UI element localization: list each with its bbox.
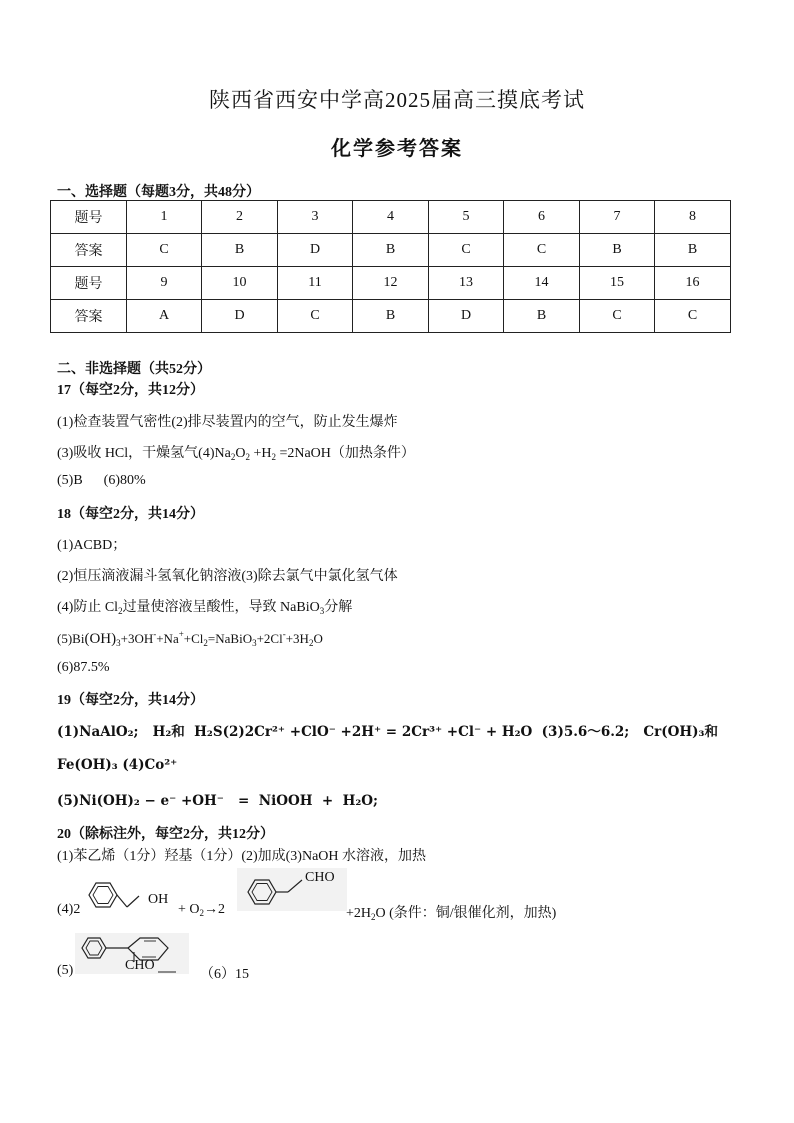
table-row [51,234,731,267]
q20-heading: 20（除标注外，每空2分，共12分） [57,827,274,842]
q18-line1: (1)ACBD； [57,538,127,553]
q19-heading: 19（每空2分，共14分） [57,693,204,708]
q18-l3c: 分解 [324,600,353,615]
table-cell: 8 [655,201,731,234]
sub: 2 [308,638,314,648]
section2-heading: 二、非选择题（共52分） [57,362,211,377]
q18-l4c: +3OH [120,631,154,646]
q18-l4h: +3H [285,631,309,646]
document-subtitle: 化学参考答案 [331,138,463,160]
table-cell: 11 [278,267,353,300]
sub: 2 [118,606,123,616]
q18-l4a: (5)Bi [57,631,85,646]
table-cell: 16 [655,267,731,300]
q18-l3a: (4)防止 Cl [57,600,119,615]
q17-l2c: +H [249,446,272,461]
q20-line1: (1)苯乙烯（1分）羟基（1分）(2)加成(3)NaOH 水溶液，加热 [57,849,427,864]
table-cell: 10 [202,267,278,300]
table-cell: 7 [580,201,655,234]
sub: 3 [319,606,325,616]
q20-l2-mid: + O [178,902,200,917]
table-cell: B [353,300,429,333]
q20-l2-reagent [178,902,225,918]
table-cell: C [580,300,655,333]
q18-l4d: +Na [156,631,179,646]
sub: 2 [230,452,236,462]
benzyl-alcohol-structure [79,874,151,918]
table-cell: C [278,300,353,333]
q18-line3 [57,596,352,616]
row-header-cell: 题号 [51,267,127,300]
table-cell: D [202,300,278,333]
table-cell: C [655,300,731,333]
table-row [51,300,731,333]
q18-l4b: (OH) [84,631,117,647]
sub: 2 [371,912,376,922]
table-cell: 1 [127,201,202,234]
table-row [51,201,731,234]
table-cell: 5 [429,201,504,234]
sup: + [178,629,184,639]
q17-l2a: (3)吸收 HCl，干燥氢气(4)Na [57,446,231,461]
q19-line3: (5)Ni(OH)₂ − e⁻ +OH⁻ = NiOOH + H₂O; [57,793,378,809]
q20-l2-cho: CHO [305,870,335,885]
q18-line2: (2)恒压滴液漏斗氢氧化钠溶液(3)除去氯气中氯化氢气体 [57,569,398,584]
answer-table [50,200,731,333]
q17-line1: (1)检查装置气密性(2)排尽装置内的空气，防止发生爆炸 [57,415,398,430]
table-cell: 13 [429,267,504,300]
q20-l3-pre: (5) [57,963,74,978]
table-cell: 15 [580,267,655,300]
sub: 3 [252,638,257,648]
row-header-cell: 答案 [51,234,127,267]
row-header-cell: 答案 [51,300,127,333]
table-cell: A [127,300,202,333]
document-title: 陕西省西安中学高2025届高三摸底考试 [209,88,585,112]
table-cell: B [202,234,278,267]
table-cell: B [655,234,731,267]
q18-l3b: 过量使溶液呈酸性，导致 NaBiO [122,600,320,615]
q17-l2d: =2NaOH（加热条件） [275,446,415,461]
q18-line4 [57,629,323,648]
table-cell: D [278,234,353,267]
table-cell: 4 [353,201,429,234]
table-cell: C [504,234,580,267]
sup: - [153,629,157,639]
sub: 2 [199,908,205,918]
sup: - [282,629,286,639]
table-cell: C [429,234,504,267]
table-cell: B [580,234,655,267]
table-cell: B [353,234,429,267]
q20-l2-arrow: →2 [204,902,226,917]
table-cell: 14 [504,267,580,300]
q17-heading: 17（每空2分，共12分） [57,383,204,398]
table-row [51,267,731,300]
sub: 3 [116,638,121,648]
q18-heading: 18（每空2分，共14分） [57,507,204,522]
q20-l3-cho: CHO [125,958,155,973]
table-cell: 6 [504,201,580,234]
section1-heading: 一、选择题（每题3分，共48分） [57,185,260,200]
q19-line1: (1)NaAlO₂; H₂和 H₂S(2)2Cr²⁺ +ClO⁻ +2H⁺ = 2Cr³⁺ +Cl⁻ + H₂O (3)5.6～6.2; Cr(OH)₃和 [57,724,718,740]
q20-l2-product [346,902,556,922]
row-header-cell: 题号 [51,201,127,234]
q18-l4g: +2Cl [256,631,283,646]
q18-line5: (6)87.5% [57,660,110,675]
q20-l2-oh: OH [148,892,169,907]
sub: 2 [271,452,276,462]
table-cell: 9 [127,267,202,300]
table-cell: 3 [278,201,353,234]
q17-l2b: O [235,446,246,461]
table-cell: C [127,234,202,267]
table-cell: 2 [202,201,278,234]
sub: 2 [245,452,250,462]
q20-l2-pre: (4)2 [57,902,81,917]
q17-line3: (5)B (6)80% [57,473,146,488]
table-cell: D [429,300,504,333]
q18-l4e: +Cl [183,631,204,646]
sub: 2 [203,638,208,648]
table-cell: B [504,300,580,333]
table-cell: 12 [353,267,429,300]
q18-l4i: O [313,631,323,646]
q20-l2-tail: O (条件：铜/银催化剂，加热) [375,906,557,921]
q19-line2: Fe(OH)₃ (4)Co²⁺ [57,757,178,773]
q17-line2 [57,442,415,462]
q20-l2-post: +2H [346,906,372,921]
q20-l3-post: （6）15 [200,967,249,982]
q18-l4f: =NaBiO [207,631,253,646]
